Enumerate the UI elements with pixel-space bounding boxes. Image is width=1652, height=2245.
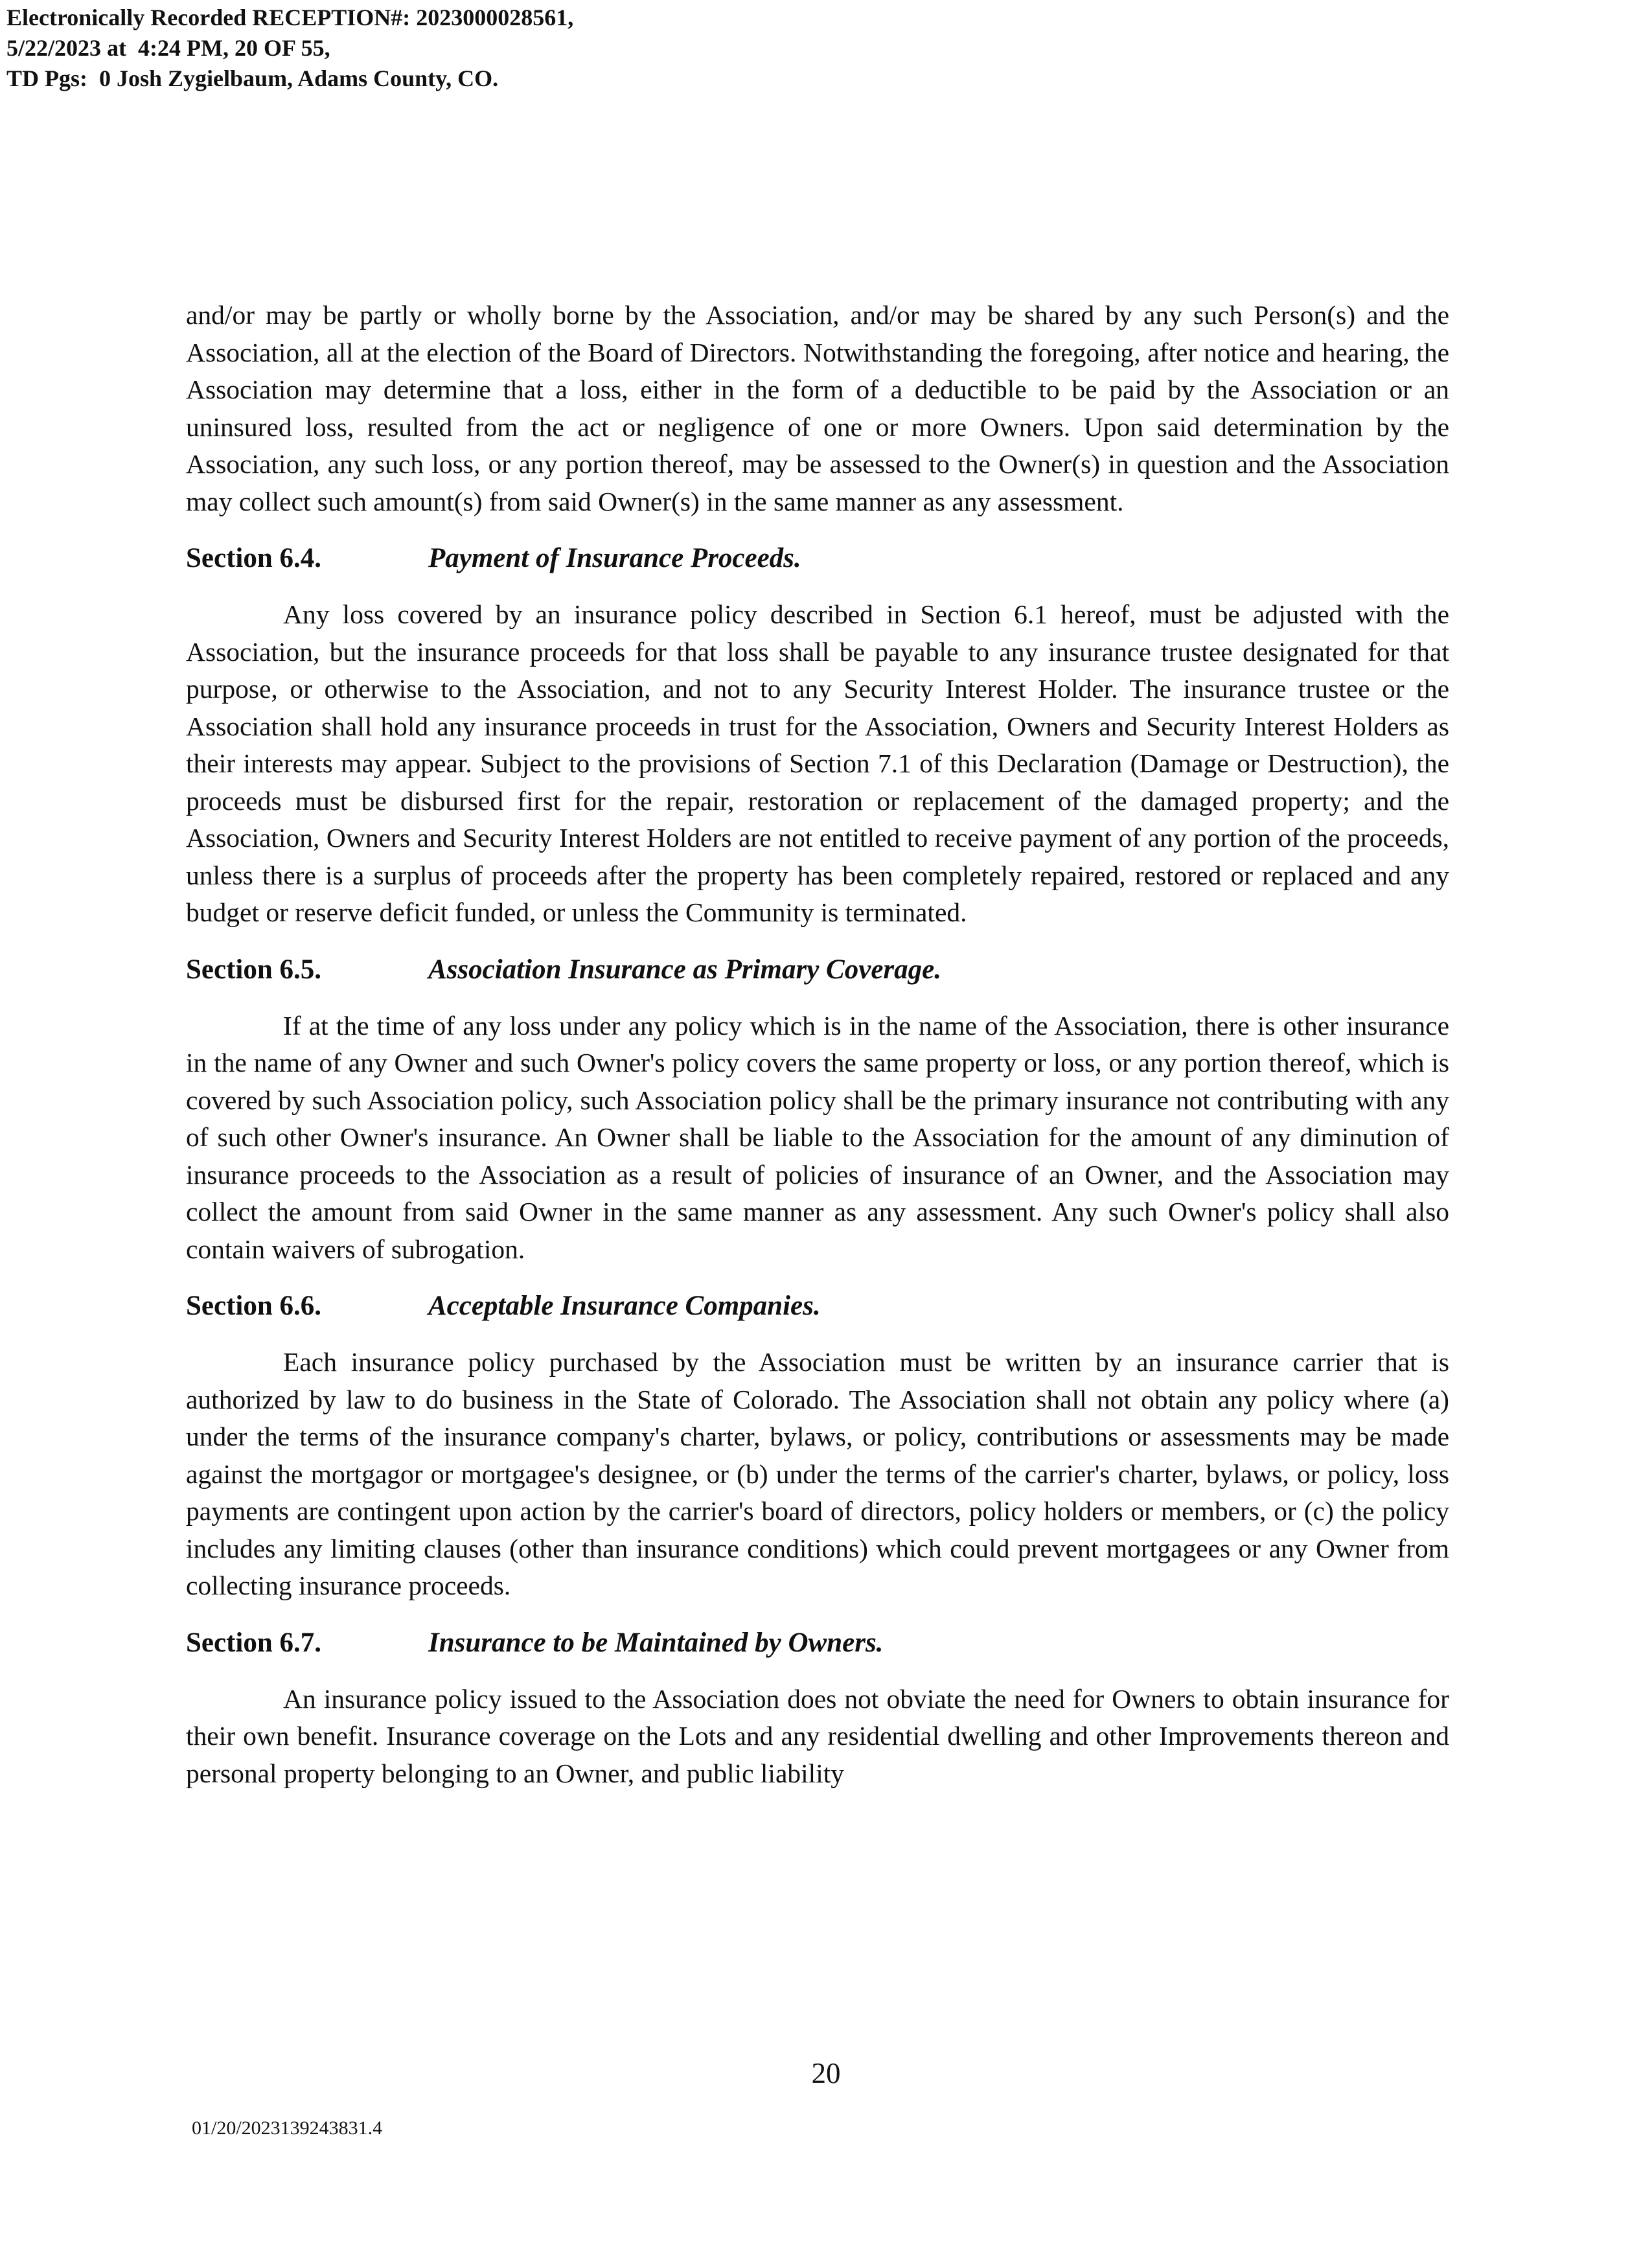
recording-stamp: [6, 3, 573, 94]
section-title: Insurance to be Maintained by Owners.: [428, 1627, 884, 1658]
recording-stamp-line-2: 5/22/2023 at 4:24 PM, 20 OF 55,: [6, 35, 330, 61]
section-number: Section 6.4.: [186, 543, 322, 573]
section-number: Section 6.5.: [186, 954, 322, 985]
section-number: Section 6.7.: [186, 1627, 322, 1658]
section-title: Association Insurance as Primary Coverage.: [428, 954, 941, 985]
section-number: Section 6.6.: [186, 1291, 322, 1321]
document-id: 01/20/2023139243831.4: [192, 2117, 383, 2139]
section-6-6-paragraph: Each insurance policy purchased by the Association must be written by an insurance carrier that is authorized by law to do business in the State of Colorado. The Association shall not obtain any policy where (a) under the terms of the insurance company's charter, bylaws, or policy, contributions or assessments may be made against the mortgagor or mortgagee's designee, or (b) under the terms of the carrier's charter, bylaws, or policy, loss payments are contingent upon action by the carrier's board of directors, policy holders or members, or (c) the policy includes any limiting clauses (other than insurance conditions) which could prevent mortgagees or any Owner from collecting insurance proceeds.: [186, 1347, 1449, 1600]
continuation-paragraph: and/or may be partly or wholly borne by the Association, and/or may be shared by any such Person(s) and the Association, all at the election of the Board of Directors. Notwithstanding the foregoing, after notice and hearing, the Association may determine that a loss, either in the form of a deductible to be paid by the Association or an uninsured loss, resulted from the act or negligence of one or more Owners. Upon said determination by the Association, any such loss, or any portion thereof, may be assessed to the Owner(s) in question and the Association may collect such amount(s) from said Owner(s) in the same manner as any assessment.: [186, 300, 1449, 516]
recording-stamp-line-3: TD Pgs: 0 Josh Zygielbaum, Adams County, CO.: [6, 65, 499, 91]
section-title: Payment of Insurance Proceeds.: [428, 543, 801, 573]
section-6-5-paragraph: If at the time of any loss under any policy which is in the name of the Association, there is other insurance in the name of any Owner and such Owner's policy covers the same property or loss, or any portion thereof, which is covered by such Association policy, such Association policy shall be the primary insurance not contributing with any of such other Owner's insurance. An Owner shall be liable to the Association for the amount of any diminution of insurance proceeds to the Association as a result of policies of insurance of an Owner, and the Association may collect the amount from said Owner in the same manner as any assessment. Any such Owner's policy shall also contain waivers of subrogation.: [186, 1010, 1449, 1264]
section-6-7-paragraph: An insurance policy issued to the Association does not obviate the need for Owners to obtain insurance for their own benefit. Insurance coverage on the Lots and any residential dwelling and other Improvements thereon and personal property belonging to an Owner, and public liability: [186, 1683, 1449, 1788]
section-6-6-heading: [186, 1287, 1449, 1324]
section-6-4-heading: [186, 540, 1449, 577]
page-number: 20: [811, 2057, 841, 2090]
section-title: Acceptable Insurance Companies.: [428, 1291, 821, 1321]
document-body: [186, 297, 1449, 1792]
recording-stamp-line-1: Electronically Recorded RECEPTION#: 2023000028561,: [6, 5, 574, 30]
section-6-7-heading: [186, 1624, 1449, 1661]
section-6-5-heading: [186, 951, 1449, 988]
section-6-4-paragraph: Any loss covered by an insurance policy described in Section 6.1 hereof, must be adjusted with the Association, but the insurance proceeds for that loss shall be payable to any insurance trustee designated for that purpose, or otherwise to the Association, and not to any Security Interest Holder. The insurance trustee or the Association shall hold any insurance proceeds in trust for the Association, Owners and Security Interest Holders as their interests may appear. Subject to the provisions of Section 7.1 of this Declaration (Damage or Destruction), the proceeds must be disbursed first for the repair, restoration or replacement of the damaged property; and the Association, Owners and Security Interest Holders are not entitled to receive payment of any portion of the proceeds, unless there is a surplus of proceeds after the property has been completely repaired, restored or replaced and any budget or reserve deficit funded, or unless the Community is terminated.: [186, 599, 1449, 927]
